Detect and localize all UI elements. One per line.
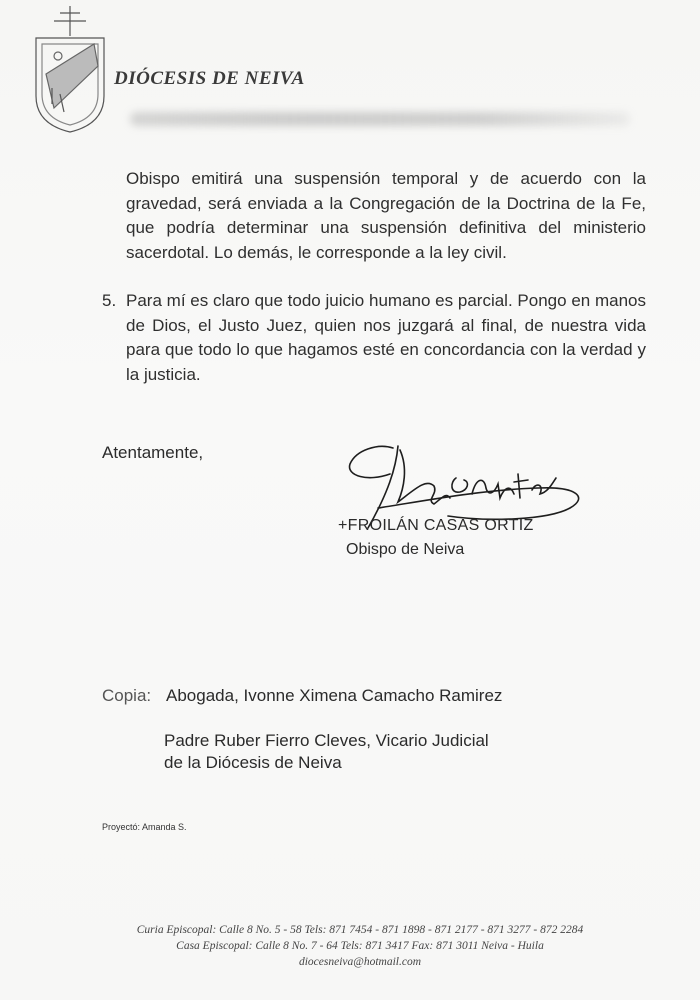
signer-name: +FROILÁN CASAS ORTIZ — [338, 517, 534, 534]
continued-paragraph: Obispo emitirá una suspensión temporal y de acuerdo con la gravedad, será enviada a la Congregación de la Doctrina de la Fe, que podría determinar una suspensión definitiva del ministerio sacerdotal. Lo demás, le corresponde a la ley civil. — [126, 169, 646, 262]
diocese-crest-icon — [30, 4, 110, 134]
diocese-name: DIÓCESIS DE NEIVA — [114, 68, 305, 89]
letterhead-footer — [60, 922, 660, 970]
redacted-subject-line — [130, 112, 630, 126]
footer-casa-address: Casa Episcopal: Calle 8 No. 7 - 64 Tels: 871 3417 Fax: 871 3011 Neiva - Huila — [176, 940, 544, 952]
copy-recipient-2-line2: de la Diócesis de Neiva — [164, 753, 342, 772]
footer-email: diocesneiva@hotmail.com — [298, 956, 422, 968]
copy-recipient-2 — [164, 730, 544, 774]
copy-label: Copia: — [102, 686, 152, 705]
footer-curia-address: Curia Episcopal: Calle 8 No. 5 - 58 Tels: 871 7454 - 871 1898 - 871 2177 - 871 3277 - 872 2284 — [136, 924, 584, 936]
item-number: 5. — [102, 291, 117, 310]
item-5-text: Para mí es claro que todo juicio humano es parcial. Pongo en manos de Dios, el Justo Juez, quien nos juzgará al final, de nuestra vida para que todo lo que hagamos esté en concordancia con la verdad y la justicia. — [126, 291, 646, 384]
signer-title: Obispo de Neiva — [346, 541, 465, 558]
drafted-by: Proyectó: Amanda S. — [102, 822, 187, 832]
copy-recipient-1: Abogada, Ivonne Ximena Camacho Ramirez — [166, 686, 503, 705]
copy-recipient-2-line1: Padre Ruber Fierro Cleves, Vicario Judicial — [164, 731, 489, 750]
closing-salutation: Atentamente, — [102, 443, 204, 462]
